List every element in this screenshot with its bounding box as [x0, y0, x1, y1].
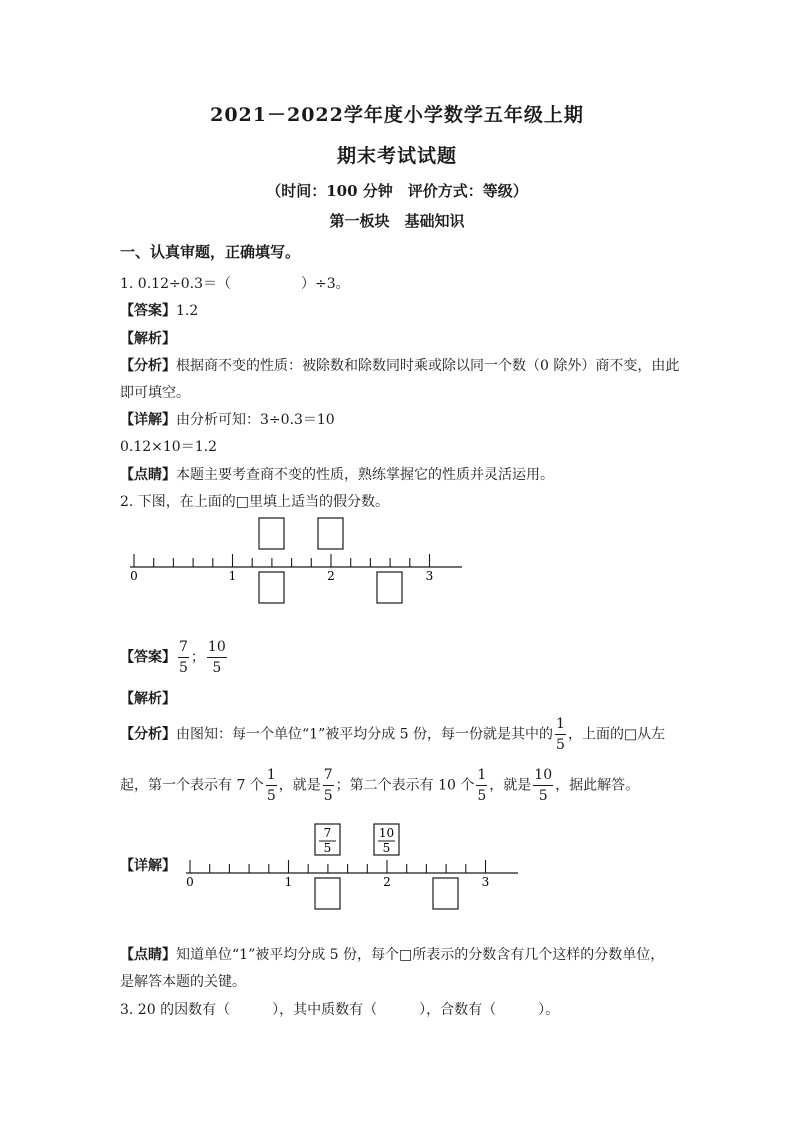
fraction-unit: $\frac{1}{5}$ [556, 716, 565, 753]
answer-separator: ； [190, 649, 205, 666]
axis-label-2: 2 [383, 875, 391, 889]
q1-xiangjie-line-1 [120, 409, 335, 429]
answer-tag: 【答案】 [120, 649, 176, 666]
xiangjie-tag: 【详解】 [120, 858, 176, 874]
q1-xiangjie-line-2: 0.12×10＝1.2 [120, 439, 217, 455]
q2-fenxi-text-b: ，上面的□从左 [567, 726, 666, 743]
section-title: 第一板块 基础知识 [329, 212, 465, 230]
q2-fenxi-line-1 [120, 717, 665, 752]
q2-dianjing-line-1 [120, 944, 664, 964]
axis-label-2: 2 [327, 569, 335, 583]
xiangjie-tag: 【详解】 [120, 412, 176, 428]
q2-fenxi-line-2 [120, 768, 639, 803]
axis-label-0: 0 [186, 875, 194, 889]
axis-label-3: 3 [481, 875, 490, 889]
answer-box-bottom-2 [377, 572, 402, 603]
q1-xiangjie-text: 由分析可知：3÷0.3＝10 [176, 412, 335, 428]
box-2-denominator: 5 [382, 841, 391, 855]
q1-fenxi-line-1 [120, 355, 679, 375]
box-1-numerator: 7 [323, 826, 332, 840]
exam-meta: （时间：100 分钟 评价方式：等级） [266, 182, 528, 200]
answer-box-bottom-2 [433, 878, 458, 909]
box-2-numerator: 10 [378, 826, 395, 840]
q1-fenxi-line-2: 即可填空。 [120, 385, 190, 401]
fraction-unit: $\frac{1}{5}$ [266, 767, 276, 804]
axis-labels [186, 875, 489, 889]
axis-label-1: 1 [284, 875, 293, 889]
q2-fenxi-text-c: 起，第一个表示有 7 个 [120, 777, 264, 794]
q1-dianjing-line [120, 464, 554, 484]
question-3: 3. 20 的因数有（ ），其中质数有（ ），合数有（ ）。 [120, 1002, 560, 1018]
box-1-denominator: 5 [323, 841, 332, 855]
answer-fraction-1: $\frac{7}{5}$ [179, 639, 188, 676]
q1-jiexi-tag: 【解析】 [120, 331, 176, 347]
fraction-unit: $\frac{1}{5}$ [477, 767, 487, 804]
answer-box-bottom-1 [259, 572, 284, 603]
question-1: 1. 0.12÷0.3＝（ ）÷3。 [120, 276, 350, 292]
axis-label-0: 0 [130, 569, 138, 583]
number-line-figure [120, 512, 470, 608]
q2-fenxi-text-a: 由图知：每一个单位“1”被平均分成 5 份，每一份就是其中的 [176, 726, 554, 743]
q2-dianjing-text: 知道单位“1”被平均分成 5 份，每个□所表示的分数含有几个这样的分数单位， [176, 947, 665, 963]
q2-fenxi-text-d: ，就是 [278, 777, 321, 794]
axis-labels [130, 569, 433, 583]
axis-ticks [134, 554, 430, 567]
answer-fraction-2: $\frac{10}{5}$ [207, 639, 226, 676]
q1-answer-line [120, 300, 198, 320]
q2-fenxi-text-f: ，就是 [489, 777, 532, 794]
dianjing-tag: 【点睛】 [120, 947, 176, 963]
q2-jiexi-tag: 【解析】 [120, 691, 176, 707]
dianjing-tag: 【点睛】 [120, 467, 176, 483]
answer-box-top-1 [259, 518, 284, 549]
q2-dianjing-line-2: 是解答本题的关键。 [120, 974, 246, 990]
q1-fenxi-text: 根据商不变的性质：被除数和除数同时乘或除以同一个数（0 除外）商不变，由此 [176, 358, 680, 374]
q1-answer: 1.2 [176, 303, 199, 319]
document-title: 2021－2022学年度小学数学五年级上期 [210, 104, 584, 126]
question-2: 2. 下图，在上面的□里填上适当的假分数。 [120, 494, 390, 510]
fraction-10-5: $\frac{10}{5}$ [534, 767, 553, 804]
answer-box-top-2 [318, 518, 343, 549]
axis-ticks [190, 860, 486, 873]
part-heading: 一、认真审题，正确填写。 [120, 243, 301, 261]
document-subtitle: 期末考试试题 [336, 145, 457, 167]
fenxi-tag: 【分析】 [120, 358, 176, 374]
answer-box-bottom-1 [315, 878, 340, 909]
fraction-7-5: $\frac{7}{5}$ [323, 767, 333, 804]
q2-answer-line [120, 640, 229, 675]
q1-dianjing-text: 本题主要考查商不变的性质，熟练掌握它的性质并灵活运用。 [176, 467, 554, 483]
q2-fenxi-text-g: ，据此解答。 [555, 777, 640, 794]
axis-label-1: 1 [228, 569, 237, 583]
q2-fenxi-text-e: ；第二个表示有 10 个 [335, 777, 475, 794]
axis-label-3: 3 [425, 569, 434, 583]
fenxi-tag: 【分析】 [120, 726, 176, 743]
answer-tag: 【答案】 [120, 303, 176, 319]
number-line-detail-figure [176, 818, 526, 914]
